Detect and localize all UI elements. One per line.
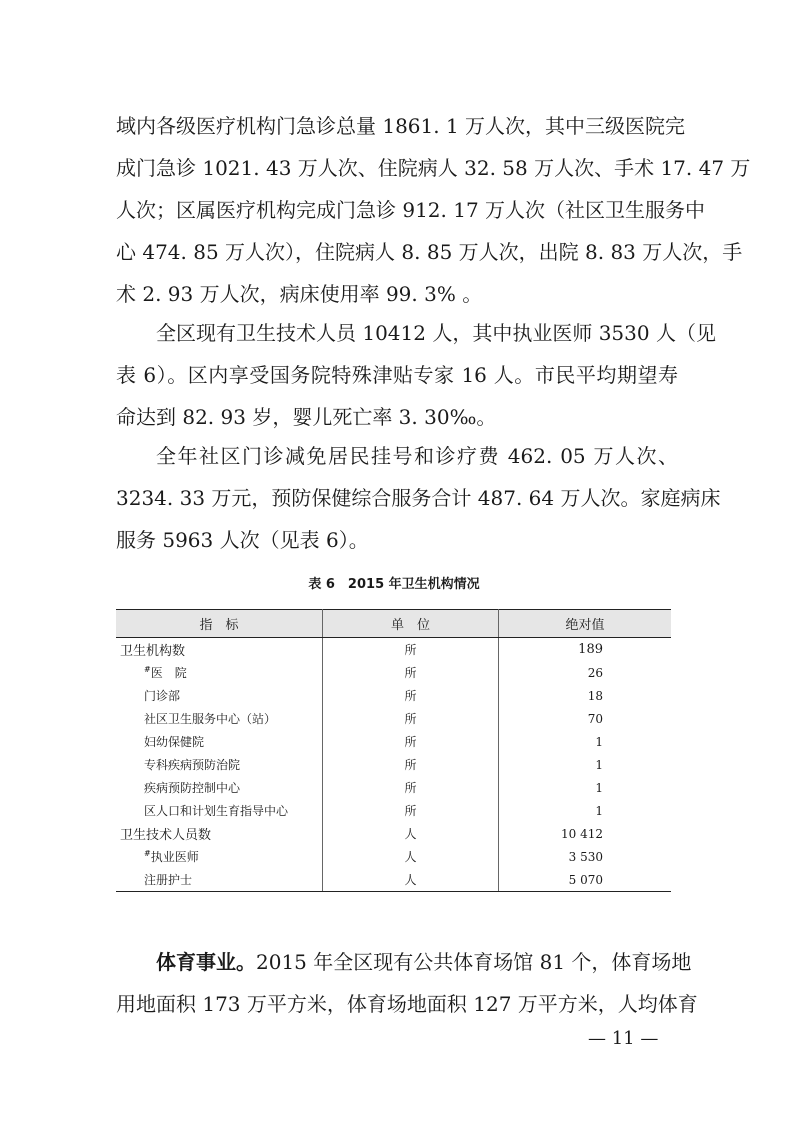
- sports-lead-heading: 体育事业。: [156, 950, 256, 974]
- header-unit: 单 位: [323, 610, 499, 638]
- header-value: 绝对值: [499, 610, 672, 638]
- table-row: [116, 661, 671, 684]
- paragraph-sports: [116, 941, 698, 1025]
- text-line: 服务 5963 人次（见表 6）。: [116, 528, 369, 552]
- row-value: 1: [595, 780, 603, 795]
- row-name: 门诊部: [116, 684, 323, 707]
- table-row: [116, 684, 671, 707]
- row-name: 社区卫生服务中心（站）: [116, 707, 323, 730]
- row-unit: 所: [323, 776, 499, 799]
- row-name: 妇幼保健院: [116, 730, 323, 753]
- table-caption: 表 6 2015 年卫生机构情况: [308, 577, 480, 592]
- row-value: 1: [595, 734, 603, 749]
- table-row: [116, 868, 671, 892]
- table-row: [116, 707, 671, 730]
- row-value: 5 070: [499, 868, 672, 892]
- row-unit: 所: [323, 638, 499, 662]
- row-name: #执业医师: [116, 845, 323, 868]
- text-line: 命达到 82. 93 岁，婴儿死亡率 3. 30‰。: [116, 405, 497, 429]
- table-row: [116, 730, 671, 753]
- row-unit: 人: [323, 868, 499, 892]
- table-row: [116, 845, 671, 868]
- row-value: 18: [587, 688, 603, 703]
- row-name: #医 院: [116, 661, 323, 684]
- row-value: 26: [587, 665, 603, 680]
- table-row: [116, 753, 671, 776]
- row-value: 1: [595, 757, 603, 772]
- row-mark: #: [144, 665, 151, 674]
- row-name: 卫生技术人员数: [116, 822, 323, 845]
- paragraph-community-services: [116, 435, 721, 561]
- row-mark: #: [144, 849, 151, 858]
- text-line: 用地面积 173 万平方米，体育场地面积 127 万平方米，人均体育: [116, 992, 698, 1016]
- table-header-row: [116, 610, 671, 638]
- row-unit: 所: [323, 753, 499, 776]
- row-name: 注册护士: [116, 868, 323, 892]
- row-value: 1: [595, 803, 603, 818]
- text-line: 域内各级医疗机构门急诊总量 1861. 1 万人次，其中三级医院完: [116, 114, 686, 138]
- text-line: 体育事业。2015 年全区现有公共体育场馆 81 个，体育场地: [156, 950, 692, 974]
- row-name: 区人口和计划生育指导中心: [116, 799, 323, 822]
- row-name: 疾病预防控制中心: [116, 776, 323, 799]
- row-value: 3 530: [568, 849, 603, 864]
- row-unit: 人: [323, 845, 499, 868]
- text-line: 成门急诊 1021. 43 万人次、住院病人 32. 58 万人次、手术 17. 47 万: [116, 156, 751, 180]
- row-name: 专科疾病预防治院: [116, 753, 323, 776]
- paragraph-medical-visits: [116, 105, 751, 315]
- text-line: 心 474. 85 万人次），住院病人 8. 85 万人次，出院 8. 83 万人次，手: [116, 240, 743, 264]
- header-indicator: 指 标: [116, 610, 323, 638]
- text-line: 术 2. 93 万人次，病床使用率 99. 3% 。: [116, 282, 483, 306]
- text-line: 3234. 33 万元，预防保健综合服务合计 487. 64 万人次。家庭病床: [116, 486, 721, 510]
- row-unit: 人: [323, 822, 499, 845]
- table-row: [116, 638, 671, 662]
- table-row: [116, 799, 671, 822]
- text-line: 全年社区门诊减免居民挂号和诊疗费 462. 05 万人次、: [156, 444, 678, 468]
- row-unit: 所: [323, 684, 499, 707]
- row-unit: 所: [323, 661, 499, 684]
- text-line: 表 6）。区内享受国务院特殊津贴专家 16 人。市民平均期望寿: [116, 363, 678, 387]
- table-row: [116, 822, 671, 845]
- text-line: 全区现有卫生技术人员 10412 人，其中执业医师 3530 人（见: [156, 321, 716, 345]
- health-institutions-table: [116, 609, 671, 892]
- row-value: 70: [587, 711, 603, 726]
- table-row: [116, 776, 671, 799]
- row-unit: 所: [323, 730, 499, 753]
- page-number: — 11 —: [588, 1028, 659, 1049]
- row-name: 卫生机构数: [116, 638, 323, 662]
- row-unit: 所: [323, 799, 499, 822]
- row-unit: 所: [323, 707, 499, 730]
- row-value: 10 412: [561, 826, 603, 841]
- paragraph-health-staff: [116, 312, 716, 438]
- row-value: 189: [578, 642, 603, 657]
- text-line: 人次；区属医疗机构完成门急诊 912. 17 万人次（社区卫生服务中: [116, 198, 706, 222]
